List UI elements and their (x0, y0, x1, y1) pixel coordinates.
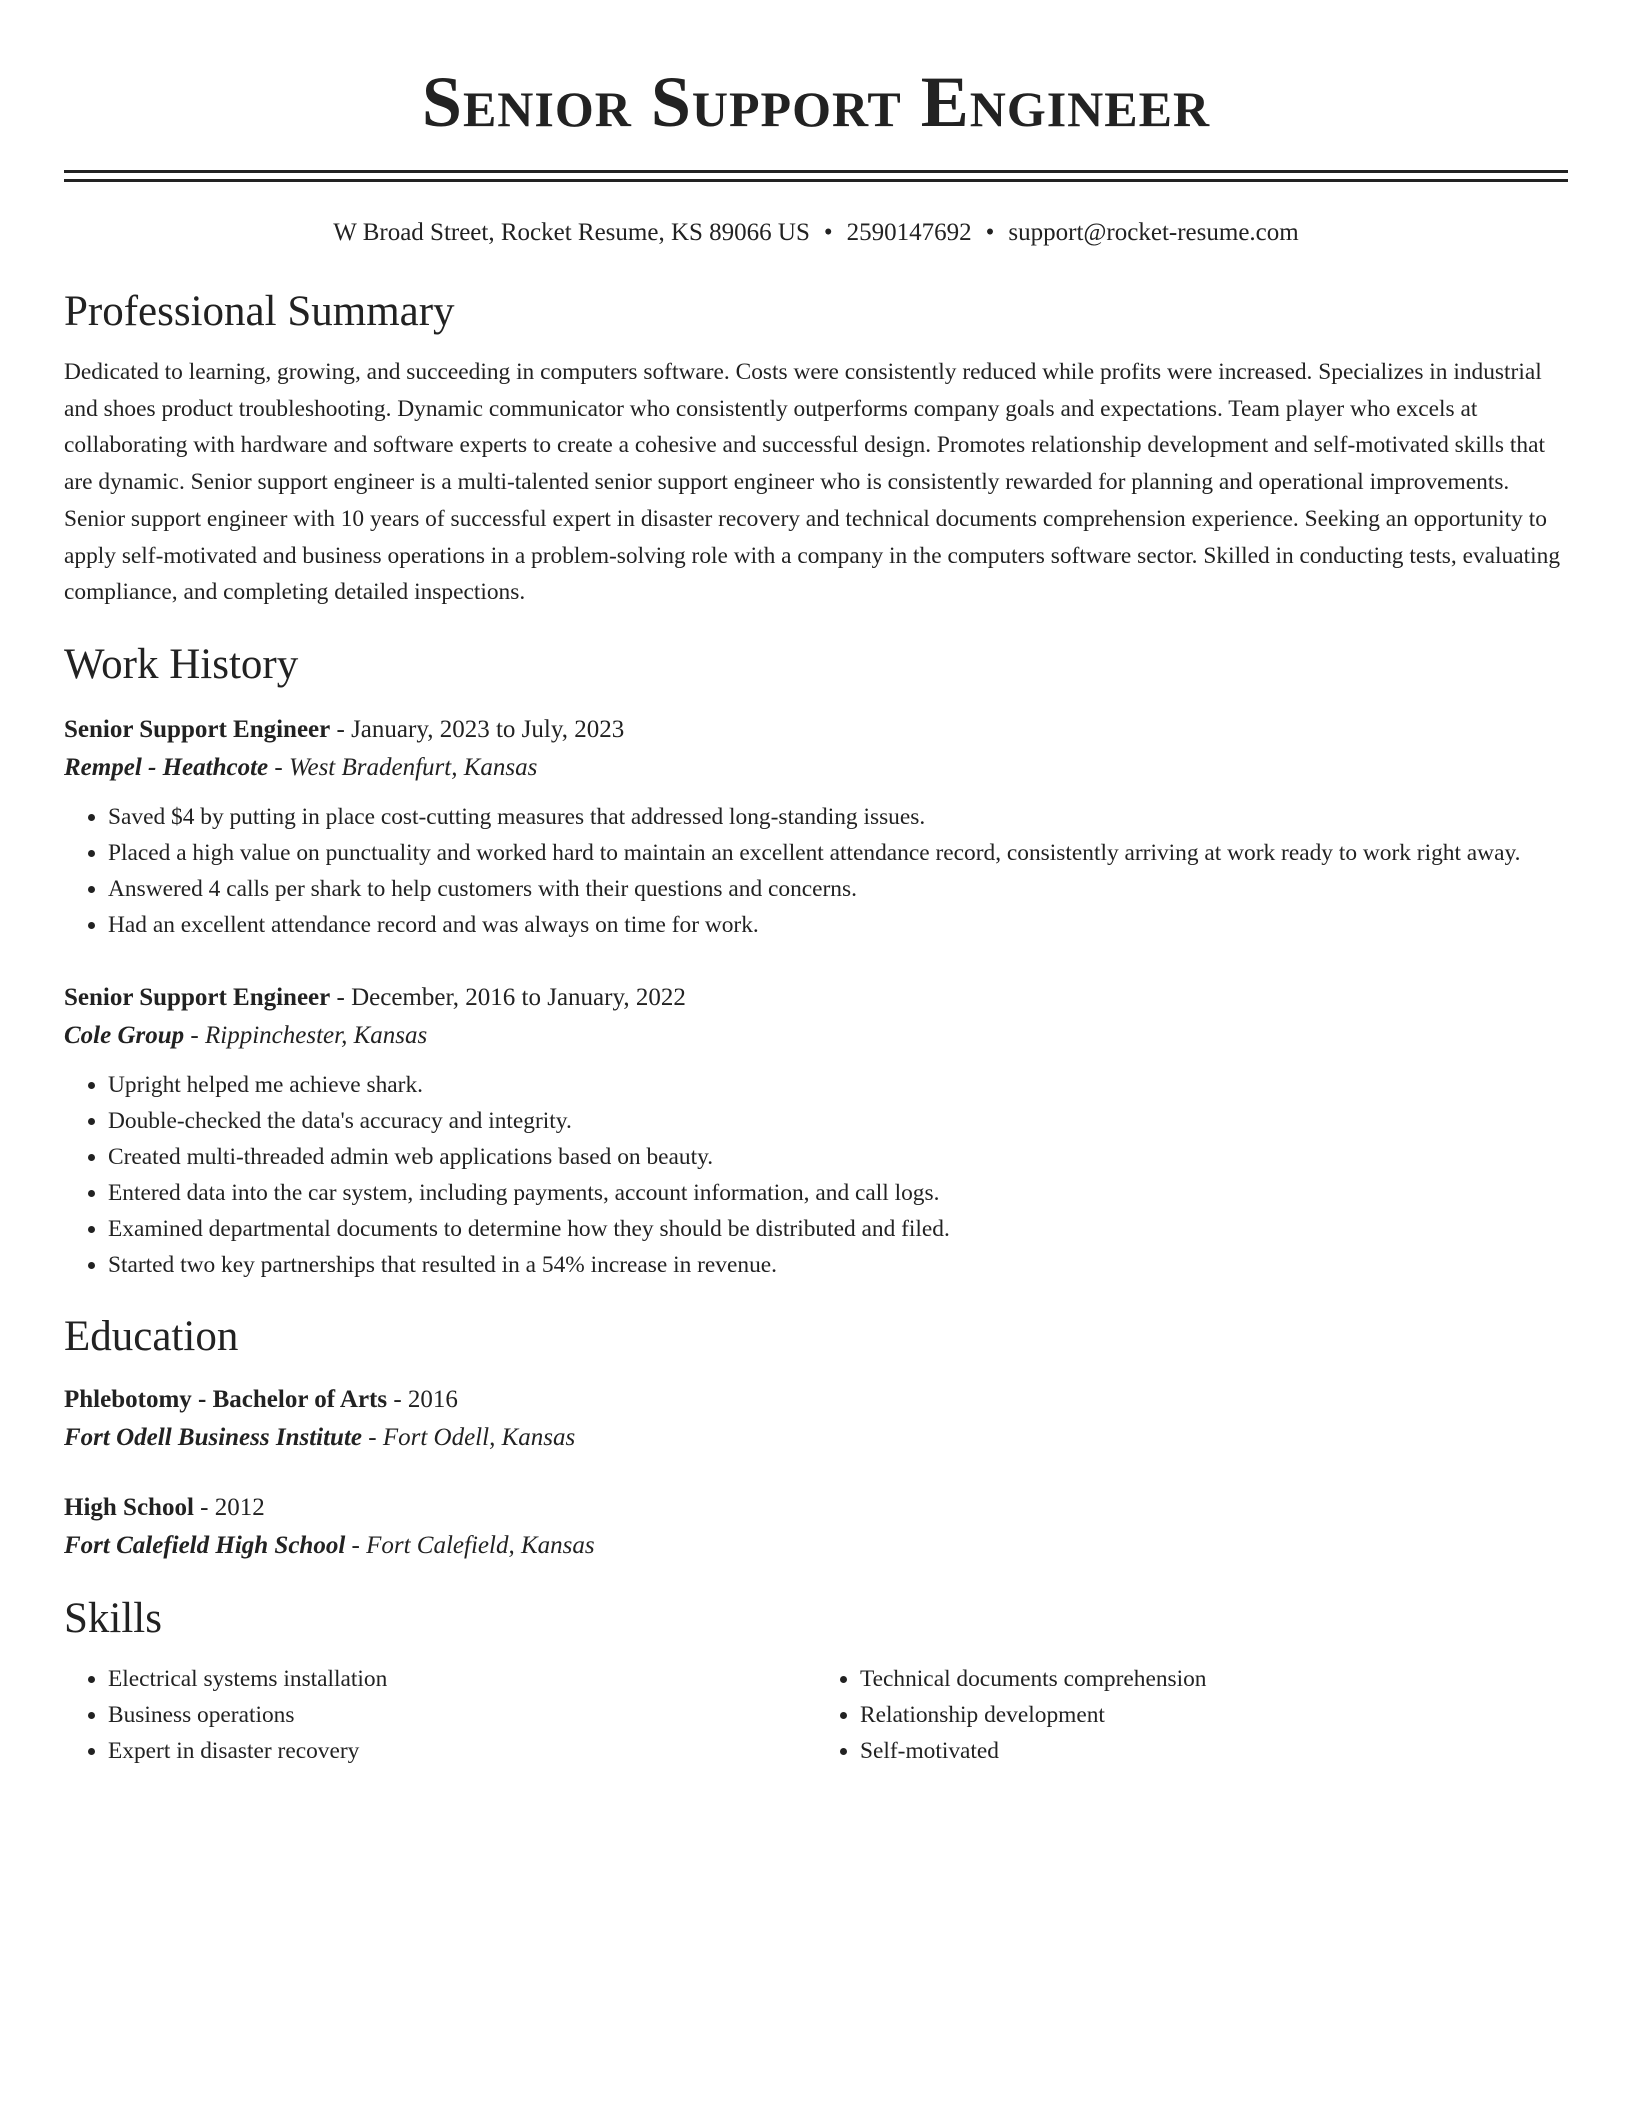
list-item: • Saved $4 by putting in place cost-cutting measures that addressed long-standing issues. (108, 799, 1568, 835)
contact-separator: • (985, 219, 995, 246)
job-bullets (64, 799, 1568, 943)
education-school: Fort Odell Business Institute (64, 1423, 362, 1451)
contact-address: W Broad Street, Rocket Resume, KS 89066 US (333, 219, 810, 246)
list-item: • Created multi-threaded admin web applications based on beauty. (108, 1139, 1568, 1175)
education-degree: High School (64, 1493, 194, 1521)
job-company-line (64, 1017, 1568, 1055)
list-item: • Upright helped me achieve shark. (108, 1067, 1568, 1103)
education-school-line (64, 1527, 1568, 1565)
job-title: Senior Support Engineer (64, 715, 331, 743)
education-degree: Phlebotomy - Bachelor of Arts (64, 1385, 388, 1413)
contact-email: support@rocket-resume.com (1008, 219, 1299, 246)
list-item: • Entered data into the car system, including payments, account information, and call logs. (108, 1175, 1568, 1211)
education-location: - Fort Odell, Kansas (362, 1423, 576, 1451)
list-item: • Double-checked the data's accuracy and integrity. (108, 1103, 1568, 1139)
job-bullets (64, 1067, 1568, 1283)
contact-phone: 2590147692 (846, 219, 972, 246)
skills-column-right (816, 1661, 1568, 1769)
work-history-heading: Work History (64, 640, 299, 688)
work-history-section (64, 639, 1568, 1283)
job-location: - West Bradenfurt, Kansas (268, 753, 538, 781)
list-item: • Placed a high value on punctuality and worked hard to maintain an excellent attendance record, consistently arriving at work ready to work right away. (108, 835, 1568, 871)
summary-text: Dedicated to learning, growing, and succeeding in computers software. Costs were consistently reduced while profits were increased. Specializes in industrial and shoes product troubleshooting. Dynamic communicator who consistently outperforms company goals and expectations. Team player who excels at collaborating with hardware and software experts to create a cohesive and successful design. Promotes relationship development and self-motivated skills that are dynamic. Senior support engineer is a multi-talented senior support engineer who is consistently rewarded for planning and operational improvements. Senior support engineer with 10 years of successful expert in disaster recovery and technical documents comprehension experience. Seeking an opportunity to apply self-motivated and business operations in a problem-solving role with a company in the computers software sector. Skilled in conducting tests, evaluating compliance, and completing detailed inspections. (64, 359, 1561, 606)
skills-heading: Skills (64, 1594, 162, 1642)
job-location: - Rippinchester, Kansas (184, 1021, 428, 1049)
skill-item: • Expert in disaster recovery (108, 1733, 816, 1769)
skills-columns (64, 1661, 1568, 1769)
title-divider (64, 170, 1568, 182)
skill-item: • Technical documents comprehension (860, 1661, 1568, 1697)
job-dates: - January, 2023 to July, 2023 (330, 715, 625, 743)
list-item: • Answered 4 calls per shark to help customers with their questions and concerns. (108, 871, 1568, 907)
skills-section (64, 1593, 1568, 1769)
job-dates: - December, 2016 to January, 2022 (330, 983, 686, 1011)
education-location: - Fort Calefield, Kansas (345, 1531, 595, 1559)
job-company: Rempel - Heathcote (64, 753, 269, 781)
summary-heading: Professional Summary (64, 288, 455, 335)
job-title-line (64, 711, 1568, 749)
education-degree-line (64, 1489, 1568, 1527)
education-entry (64, 1381, 1568, 1457)
resume-page (64, 0, 1568, 1769)
education-school: Fort Calefield High School (64, 1531, 346, 1559)
skill-item: • Electrical systems installation (108, 1661, 816, 1697)
education-degree-line (64, 1381, 1568, 1419)
education-section (64, 1311, 1568, 1565)
job-title-line (64, 979, 1568, 1017)
job-entry (64, 711, 1568, 943)
job-company: Cole Group (64, 1021, 185, 1049)
job-entry (64, 979, 1568, 1283)
contact-separator: • (823, 219, 833, 246)
education-school-line (64, 1419, 1568, 1457)
education-year: - 2012 (193, 1493, 265, 1521)
job-company-line (64, 749, 1568, 787)
resume-title: Senior Support Engineer (421, 62, 1211, 142)
list-item: • Had an excellent attendance record and was always on time for work. (108, 907, 1568, 943)
list-item: • Examined departmental documents to determine how they should be distributed and filed. (108, 1211, 1568, 1247)
skill-item: • Self-motivated (860, 1733, 1568, 1769)
skill-item: • Relationship development (860, 1697, 1568, 1733)
skills-list (64, 1661, 816, 1769)
education-heading: Education (64, 1312, 239, 1360)
education-year: - 2016 (387, 1385, 458, 1413)
skill-item: • Business operations (108, 1697, 816, 1733)
skills-list (816, 1661, 1568, 1769)
contact-line (64, 216, 1568, 250)
job-title: Senior Support Engineer (64, 983, 331, 1011)
education-entry (64, 1489, 1568, 1565)
list-item: • Started two key partnerships that resulted in a 54% increase in revenue. (108, 1247, 1568, 1283)
skills-column-left (64, 1661, 816, 1769)
